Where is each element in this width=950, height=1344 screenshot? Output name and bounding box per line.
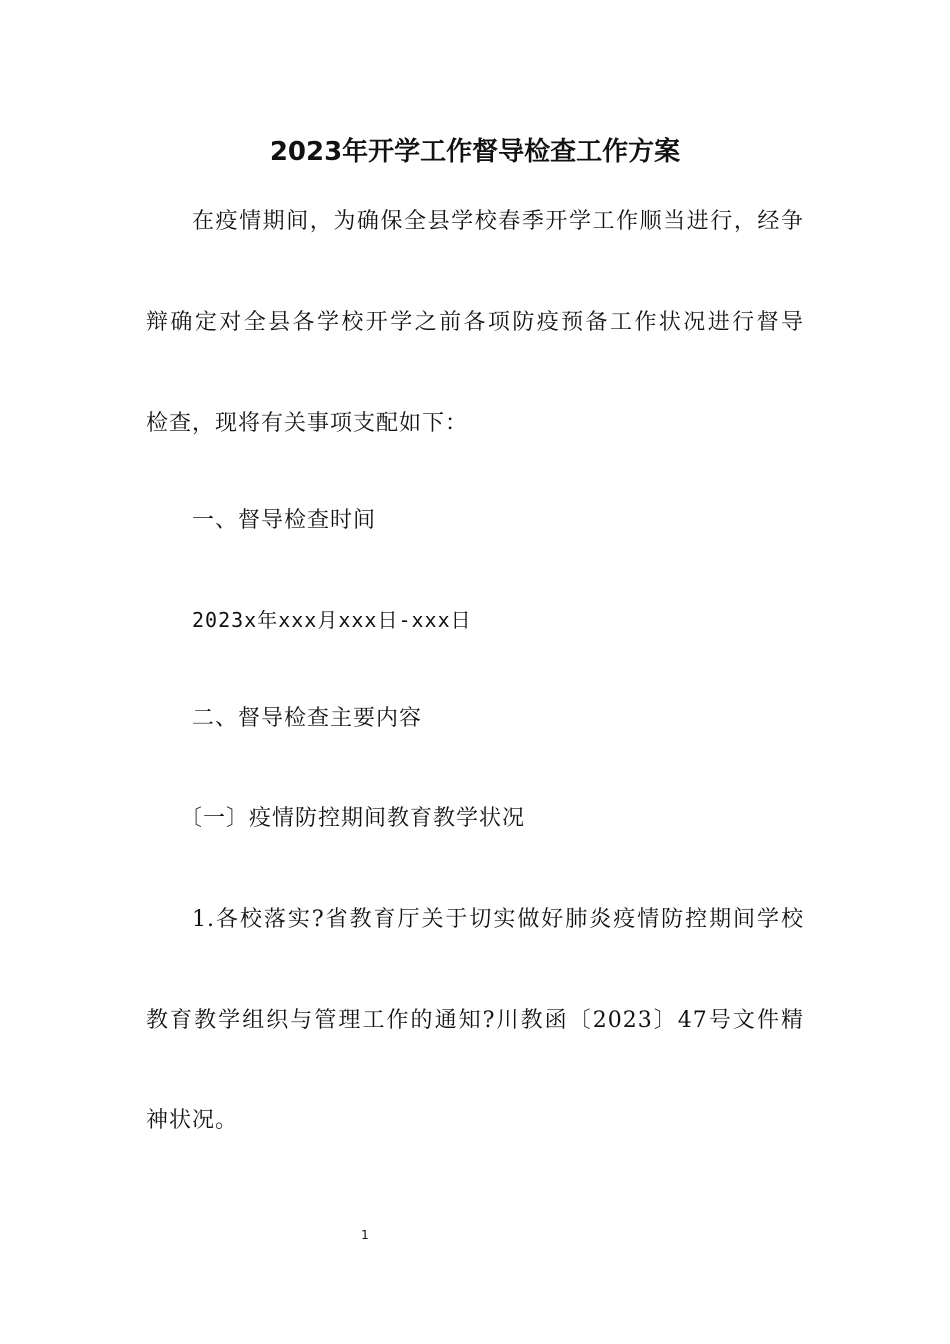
item1-line-3: 神状况。 bbox=[146, 1108, 239, 1133]
intro-line-3: 检查，现将有关事项支配如下： bbox=[146, 411, 469, 436]
intro-line-1: 在疫情期间，为确保全县学校春季开学工作顺当进行，经争 bbox=[192, 209, 804, 234]
document-title: 2023年开学工作督导检查工作方案 bbox=[269, 137, 681, 167]
page-number: 1 bbox=[361, 1228, 369, 1242]
item1-line-2: 教育教学组织与管理工作的通知?川教函〔2023〕47号文件精 bbox=[146, 1008, 804, 1033]
subsection1-heading: 〔一〕疫情防控期间教育教学状况 bbox=[180, 806, 526, 831]
intro-line-2: 辩确定对全县各学校开学之前各项防疫预备工作状况进行督导 bbox=[146, 310, 804, 335]
section1-time: 2023x年xxx月xxx日-xxx日 bbox=[192, 608, 472, 632]
section2-heading: 二、督导检查主要内容 bbox=[192, 706, 423, 731]
item1-line-1: 1.各校落实?省教育厅关于切实做好肺炎疫情防控期间学校 bbox=[192, 907, 804, 932]
section1-heading: 一、督导检查时间 bbox=[192, 508, 377, 533]
